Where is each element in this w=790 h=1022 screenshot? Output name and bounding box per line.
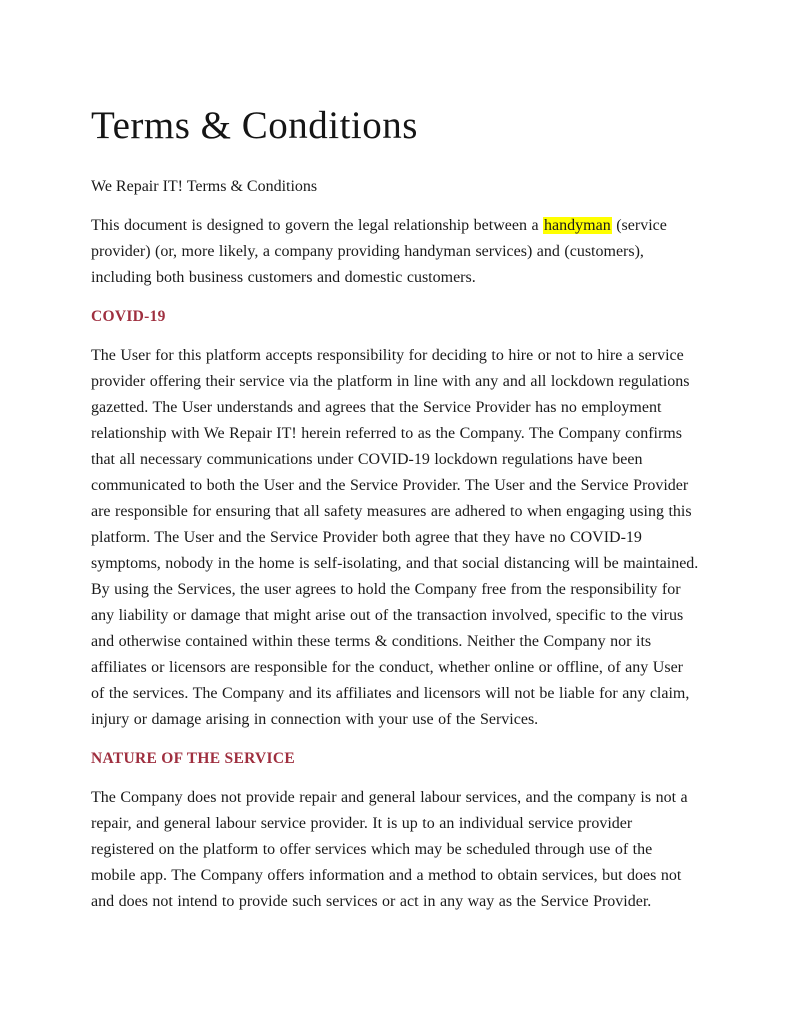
document-title: Terms & Conditions xyxy=(91,104,418,147)
highlighted-term: handyman xyxy=(544,216,611,234)
document-subtitle: We Repair IT! Terms & Conditions xyxy=(91,177,318,195)
section-body-covid-19: The User for this platform accepts responsibility for deciding to hire or not to hire a service provider offering their service via the platform in line with any and all lockdown regulations gazetted. The User understands and agrees that the Service Provider has no employment relationship with We Repair IT! herein referred to as the Company. The Company confirms that all necessary communications under COVID-19 lockdown regulations have been communicated to both the User and the Service Provider. The User and the Service Provider are responsible for ensuring that all safety measures are adhered to when engaging using this platform. The User and the Service Provider both agree that they have no COVID-19 symptoms, nobody in the home is self-isolating, and that social distancing will be maintained. By using the Services, the user agrees to hold the Company free from the responsibility for any liability or damage that might arise out of the transaction involved, specific to the virus and otherwise contained within these terms & conditions. Neither the Company nor its affiliates or licensors are responsible for the conduct, whether online or offline, of any User of the services. The Company and its affiliates and licensors will not be liable for any claim, injury or damage arising in connection with your use of the Services. xyxy=(91,346,699,728)
intro-text-before: This document is designed to govern the legal relationship between a xyxy=(91,216,544,234)
section-heading-nature-of-the-service: NATURE OF THE SERVICE xyxy=(91,749,295,767)
intro-paragraph xyxy=(91,213,699,291)
intro-text-after: (service provider) (or, more likely, a company providing handyman services) and (customers), including both business customers and domestic customers. xyxy=(91,216,667,286)
section-body-nature-of-the-service: The Company does not provide repair and general labour services, and the company is not a repair, and general labour service provider. It is up to an individual service provider registered on the platform to offer services which may be scheduled through use of the mobile app. The Company offers information and a method to obtain services, but does not and does not intend to provide such services or act in any way as the Service Provider. xyxy=(91,788,688,910)
section-heading-covid-19: COVID-19 xyxy=(91,307,166,325)
